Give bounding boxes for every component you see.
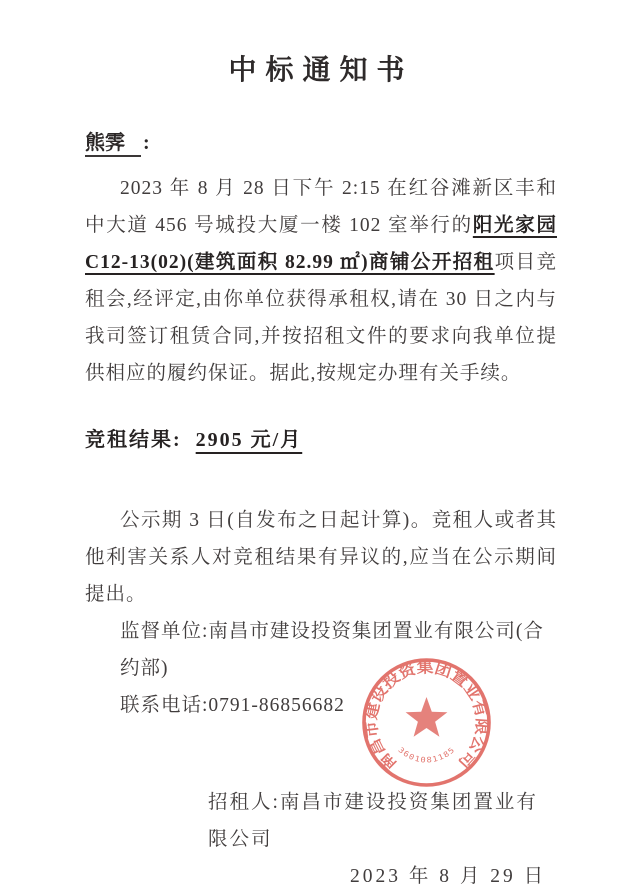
addressee-name: 熊霁: [85, 132, 141, 157]
bid-result-label: 竞租结果:: [85, 429, 182, 451]
seal-serial-text: 3601081185: [396, 745, 457, 765]
seal-company-text: 南昌市建设投资集团置业有限公司: [363, 659, 490, 774]
lessor-label: 招租人:: [208, 792, 280, 813]
lessor-line: [85, 784, 557, 858]
publicity-section: [85, 502, 557, 724]
project-name: 阳光家园 C12-13(02)(建筑面积 82.99 ㎡)商铺公开招租: [85, 215, 557, 273]
phone-line: 联系电话:0791-86856682: [120, 695, 345, 716]
supervisor-line: 监督单位:南昌市建设投资集团置业有限公司(合约部): [120, 621, 544, 679]
intro-paragraph: [85, 170, 557, 392]
bid-result-line: [85, 425, 557, 455]
intro-text-post: 项目竞租会,经评定,由你单位获得承租权,请在 30 日之内与我司签订租赁合同,并按招租文件的要求向我单位提供相应的履约保证。据此,按规定办理有关手续。: [85, 252, 557, 384]
intro-text-pre: 2023 年 8 月 28 日下午 2:15 在红谷滩新区丰和中大道 456 号城投大厦一楼 102 室举行的: [85, 178, 557, 236]
document-body: [85, 0, 557, 890]
lessor-name: 南昌市建设投资集团置业有限公司: [208, 792, 538, 850]
signature-date: 2023 年 8 月 29 日: [350, 866, 547, 887]
publicity-paragraph: 公示期 3 日(自发布之日起计算)。竞租人或者其他利害关系人对竞租结果有异议的,应当在公示期间提出。: [85, 510, 557, 605]
addressee-colon: :: [143, 132, 150, 154]
document-title: 中标通知书: [228, 55, 414, 86]
bid-result-value: 2905 元/月: [195, 429, 303, 451]
addressee-line: [85, 132, 557, 157]
signature-block: [85, 784, 557, 890]
